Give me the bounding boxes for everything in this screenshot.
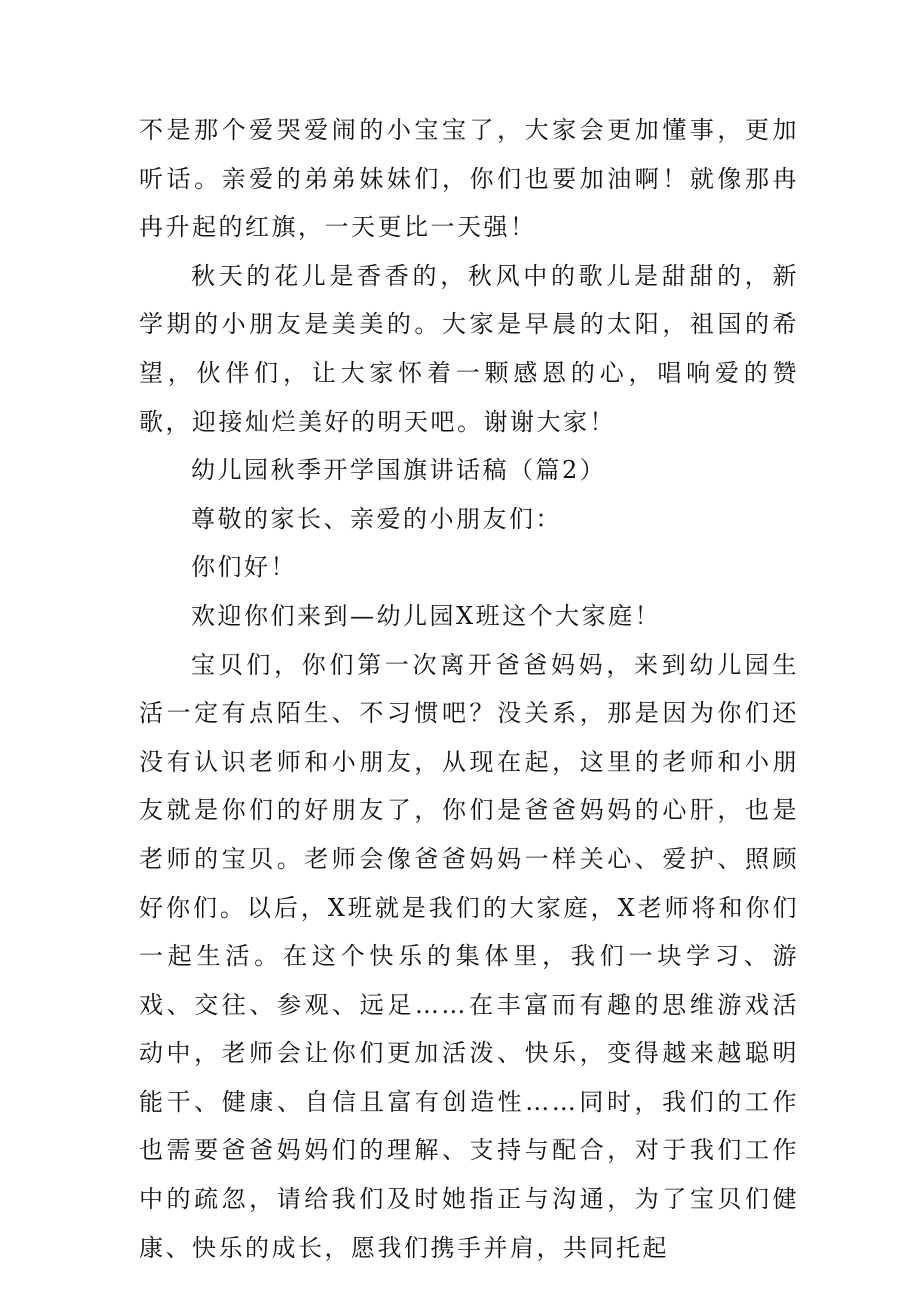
document-body xyxy=(139,106,799,1272)
welcome-line: 欢迎你们来到—幼儿园X班这个大家庭！ xyxy=(191,601,662,630)
paragraph-body: 宝贝们，你们第一次离开爸爸妈妈，来到幼儿园生活一定有点陌生、不习惯吧？没关系，那是因为你们还没有认识老师和小朋友，从现在起，这里的老师和小朋友就是你们的好朋友了，你们是爸爸妈妈的心肝，也是老师的宝贝。老师会像爸爸妈妈一样关心、爱护、照顾好你们。以后，X班就是我们的大家庭，X老师将和你们一起生活。在这个快乐的集体里，我们一块学习、游戏、交往、参观、远足……在丰富而有趣的思维游戏活动中，老师会让你们更加活泼、快乐，变得越来越聪明能干、健康、自信且富有创造性……同时，我们的工作也需要爸爸妈妈们的理解、支持与配合，对于我们工作中的疏忽，请给我们及时她指正与沟通，为了宝贝们健康、快乐的成长，愿我们携手并肩，共同托起 xyxy=(139,650,799,1262)
section-heading: 幼儿园秋季开学国旗讲话稿（篇2） xyxy=(191,456,607,485)
paragraph-2: 秋天的花儿是香香的，秋风中的歌儿是甜甜的，新学期的小朋友是美美的。大家是早晨的太阳，祖国的希望，伙伴们，让大家怀着一颗感恩的心，唱响爱的赞歌，迎接灿烂美好的明天吧。谢谢大家！ xyxy=(139,261,799,436)
salutation: 尊敬的家长、亲爱的小朋友们： xyxy=(191,504,562,533)
greeting: 你们好！ xyxy=(191,553,297,582)
paragraph-1: 不是那个爱哭爱闹的小宝宝了，大家会更加懂事，更加听话。亲爱的弟弟妹妹们，你们也要加油啊！就像那冉冉升起的红旗，一天更比一天强！ xyxy=(139,116,799,242)
